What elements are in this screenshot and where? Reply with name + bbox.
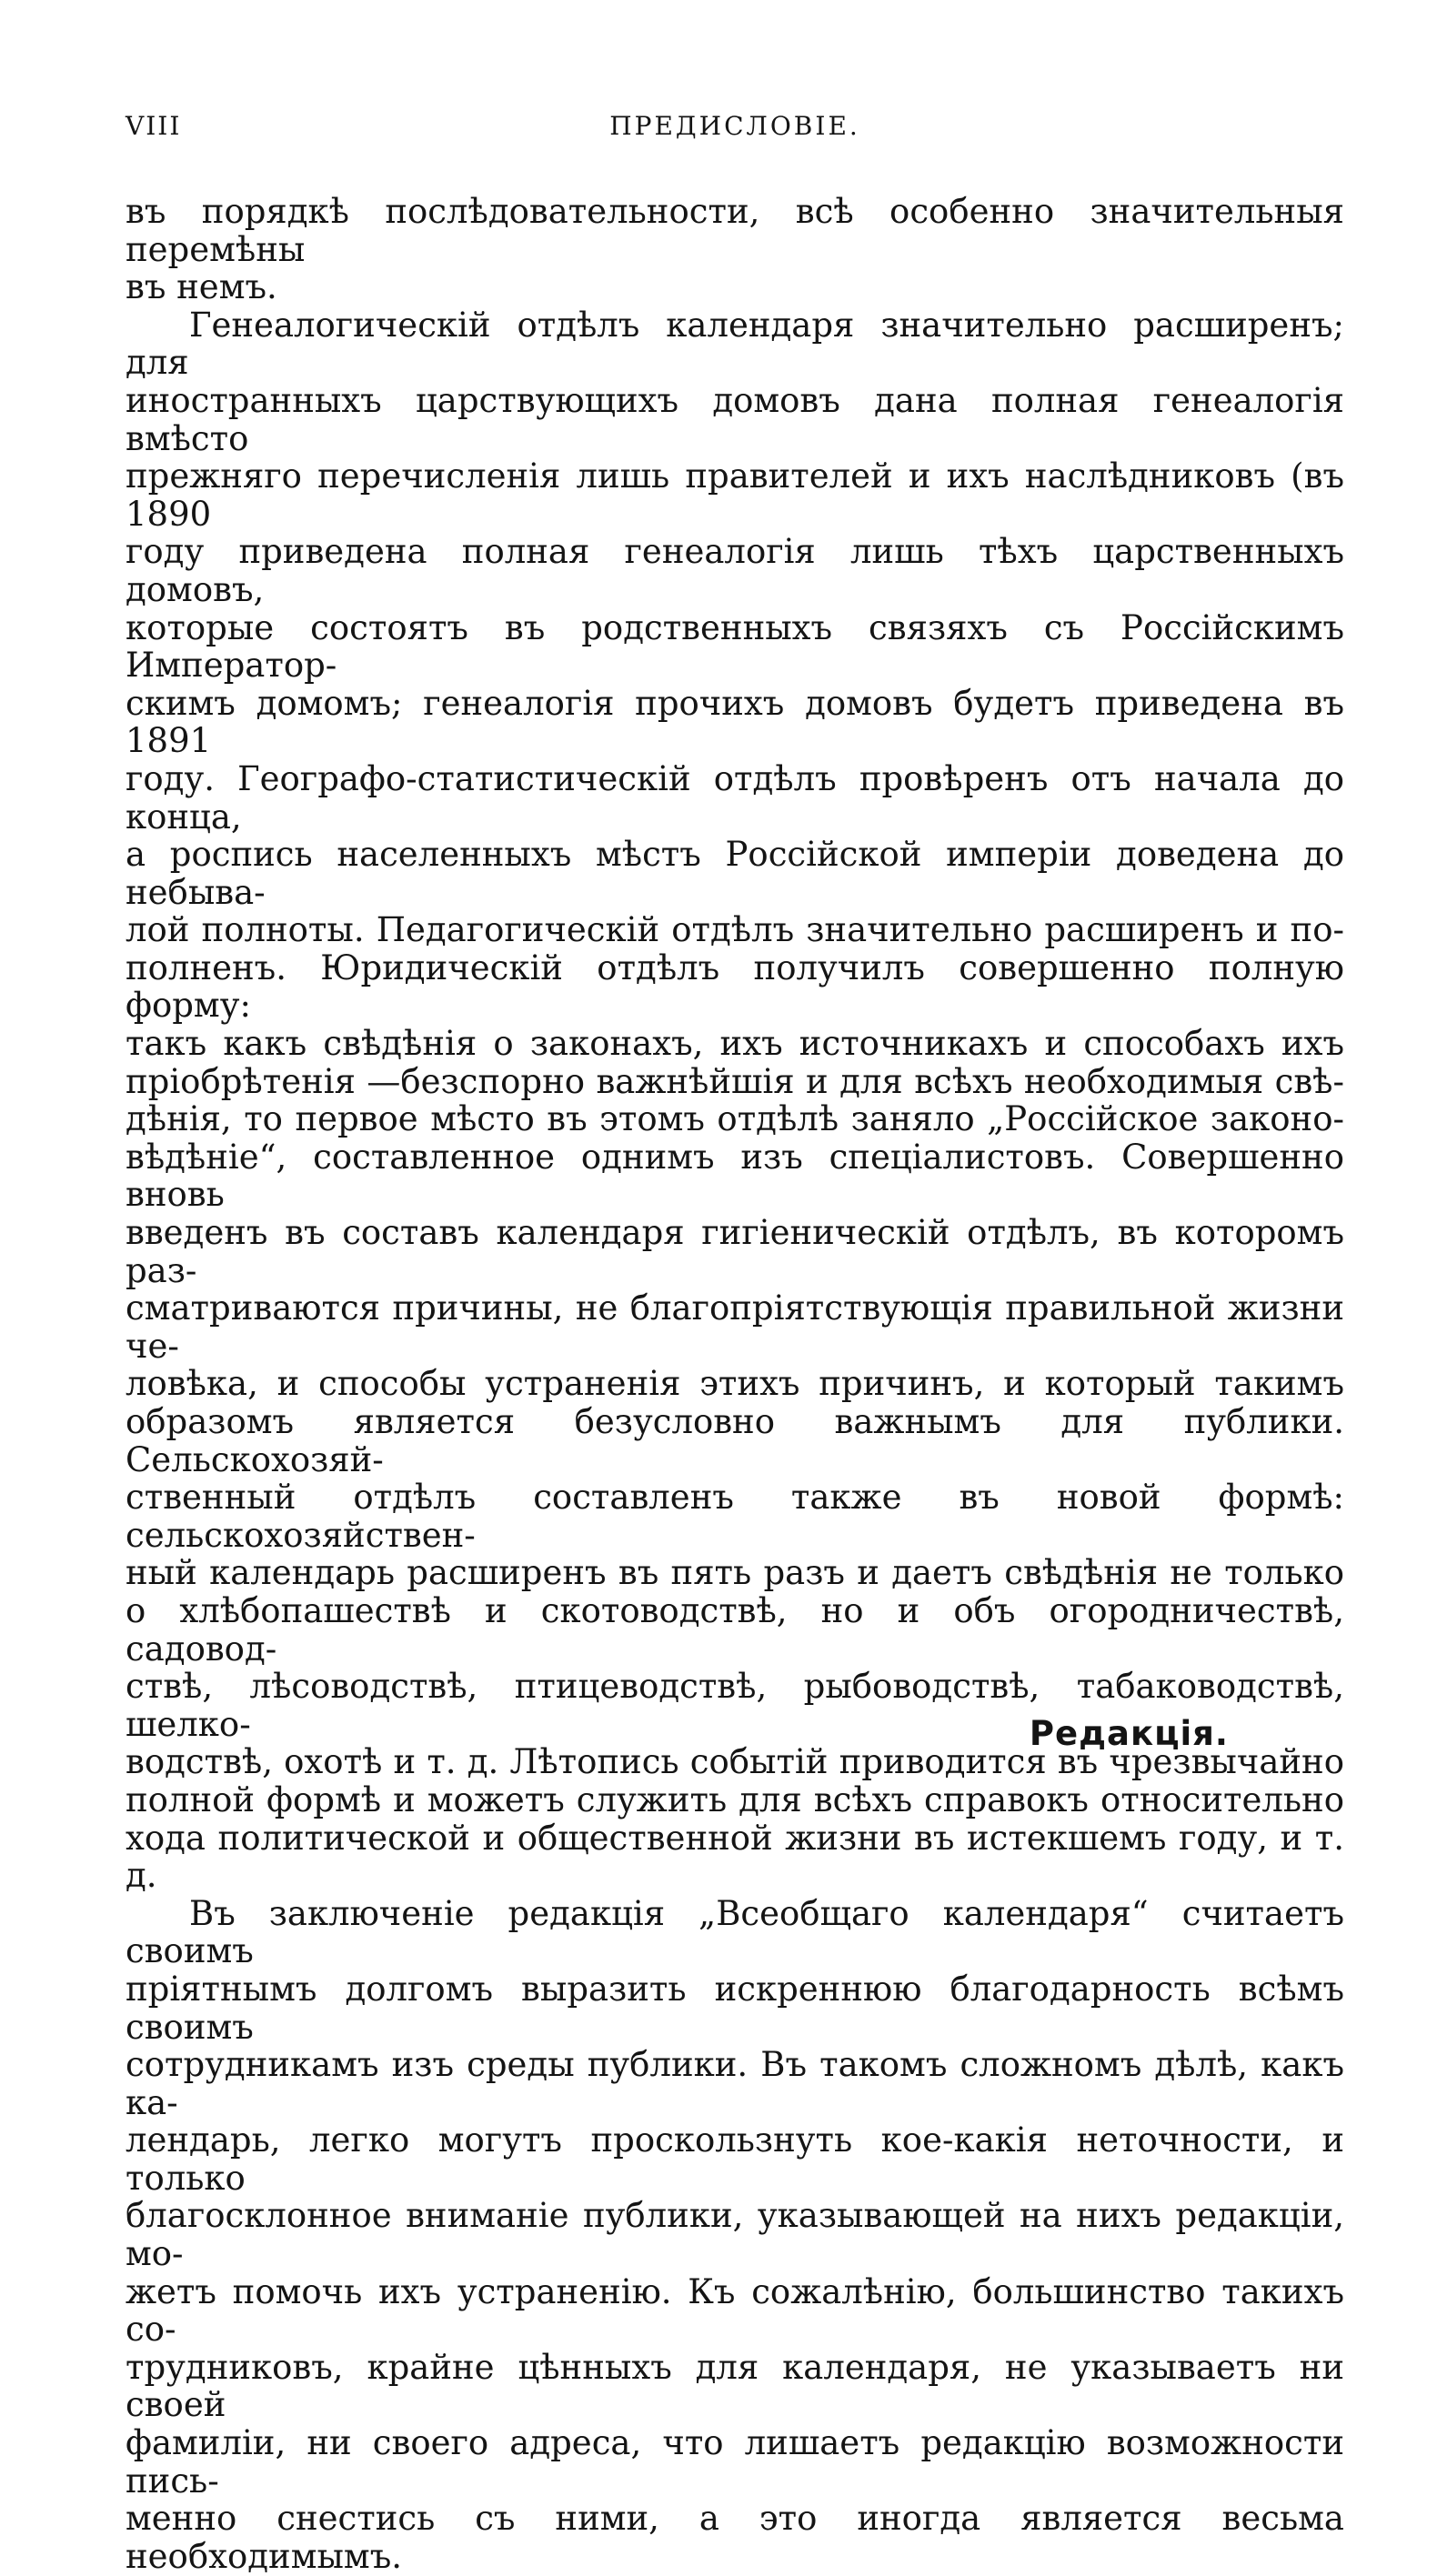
text-line: пріобрѣтенія —безспорно важнѣйшія и для всѣхъ необходимыя свѣ- bbox=[126, 1061, 1344, 1101]
text-line: хода политической и общественной жизни въ истекшемъ году, и т. д. bbox=[126, 1818, 1344, 1896]
text-line: дѣнія, то первое мѣсто въ этомъ отдѣлѣ заняло „Россійское законо- bbox=[126, 1099, 1344, 1139]
page-number: VIII bbox=[126, 111, 182, 141]
text-line: иностранныхъ царствующихъ домовъ дана полная генеалогія вмѣсто bbox=[126, 380, 1344, 458]
running-title: ПРЕДИСЛОВІЕ. bbox=[609, 111, 860, 141]
text-line: лендарь, легко могутъ проскользнуть кое-какія неточности, и только bbox=[126, 2120, 1344, 2198]
text-line: менно снестись съ ними, а это иногда является весьма необходимымъ. bbox=[126, 2499, 1344, 2576]
text-line: образомъ является безусловно важнымъ для публики. Сельскохозяй- bbox=[126, 1402, 1344, 1479]
text-line: въ немъ. bbox=[126, 267, 277, 307]
text-line: ствѣ, лѣсоводствѣ, птицеводствѣ, рыбоводствѣ, табаководствѣ, шелко- bbox=[126, 1667, 1344, 1744]
text-line: лой полноты. Педагогическій отдѣлъ значительно расширенъ и по- bbox=[126, 910, 1344, 950]
page-header bbox=[126, 111, 1344, 147]
text-line: о хлѣбопашествѣ и скотоводствѣ, но и объ огородничествѣ, садовод- bbox=[126, 1590, 1344, 1669]
text-line: скимъ домомъ; генеалогія прочихъ домовъ будетъ приведена въ 1891 bbox=[126, 683, 1344, 761]
text-line: пріятнымъ долгомъ выразить искреннюю благодарность всѣмъ своимъ bbox=[126, 1969, 1344, 2047]
text-line: жетъ помочь ихъ устраненію. Къ сожалѣнію, большинство такихъ со- bbox=[126, 2271, 1344, 2350]
text-line: ловѣка, и способы устраненія этихъ причинъ, и который такимъ bbox=[126, 1364, 1344, 1404]
text-line: такъ какъ свѣдѣнія о законахъ, ихъ источникахъ и способахъ ихъ bbox=[126, 1024, 1344, 1064]
text-line: вѣдѣніе“, составленное однимъ изъ спеціалистовъ. Совершенно вновь bbox=[126, 1137, 1344, 1215]
text-line: сотрудникамъ изъ среды публики. Въ такомъ сложномъ дѣлѣ, какъ ка- bbox=[126, 2045, 1344, 2122]
text-line: благосклонное вниманіе публики, указывающей на нихъ редакціи, мо- bbox=[126, 2196, 1344, 2274]
text-line: полненъ. Юридическій отдѣлъ получилъ совершенно полную форму: bbox=[126, 947, 1344, 1026]
text-line: году приведена полная генеалогія лишь тѣхъ царственныхъ домовъ, bbox=[126, 532, 1344, 609]
text-line: трудниковъ, крайне цѣнныхъ для календаря, не указываетъ ни своей bbox=[126, 2347, 1344, 2425]
text-line: Генеалогическій отдѣлъ календаря значительно расширенъ; для bbox=[126, 305, 1344, 383]
text-line: въ порядкѣ послѣдовательности, всѣ особенно значительныя перемѣны bbox=[126, 192, 1344, 269]
text-line: году. Географо-статистическій отдѣлъ провѣренъ отъ начала до конца, bbox=[126, 758, 1344, 837]
text-line: фамиліи, ни своего адреса, что лишаетъ редакцію возможности пись- bbox=[126, 2423, 1344, 2501]
signature: Редакція. bbox=[1029, 1714, 1229, 1753]
text-line: которые состоятъ въ родственныхъ связяхъ съ Россійскимъ Император- bbox=[126, 607, 1344, 686]
text-line: ный календарь расширенъ въ пять разъ и даетъ свѣдѣнія не только bbox=[126, 1553, 1344, 1593]
text-line: ственный отдѣлъ составленъ также въ новой формѣ: сельскохозяйствен- bbox=[126, 1478, 1344, 1555]
body-text bbox=[126, 193, 1344, 2575]
text-line: введенъ въ составъ календаря гигіеническій отдѣлъ, въ которомъ раз- bbox=[126, 1213, 1344, 1290]
text-line: Въ заключеніе редакція „Всеобщаго календаря“ считаетъ своимъ bbox=[126, 1893, 1344, 1971]
text-line: а роспись населенныхъ мѣстъ Россійской имперіи доведена до небыва- bbox=[126, 835, 1344, 912]
text-line: водствѣ, охотѣ и т. д. Лѣтопись событій приводится въ чрезвычайно bbox=[126, 1742, 1344, 1782]
text-line: полной формѣ и можетъ служить для всѣхъ справокъ относительно bbox=[126, 1779, 1344, 1819]
text-line: сматриваются причины, не благопріятствующія правильной жизни че- bbox=[126, 1288, 1344, 1366]
text-line: прежняго перечисленія лишь правителей и ихъ наслѣдниковъ (въ 1890 bbox=[126, 456, 1344, 534]
